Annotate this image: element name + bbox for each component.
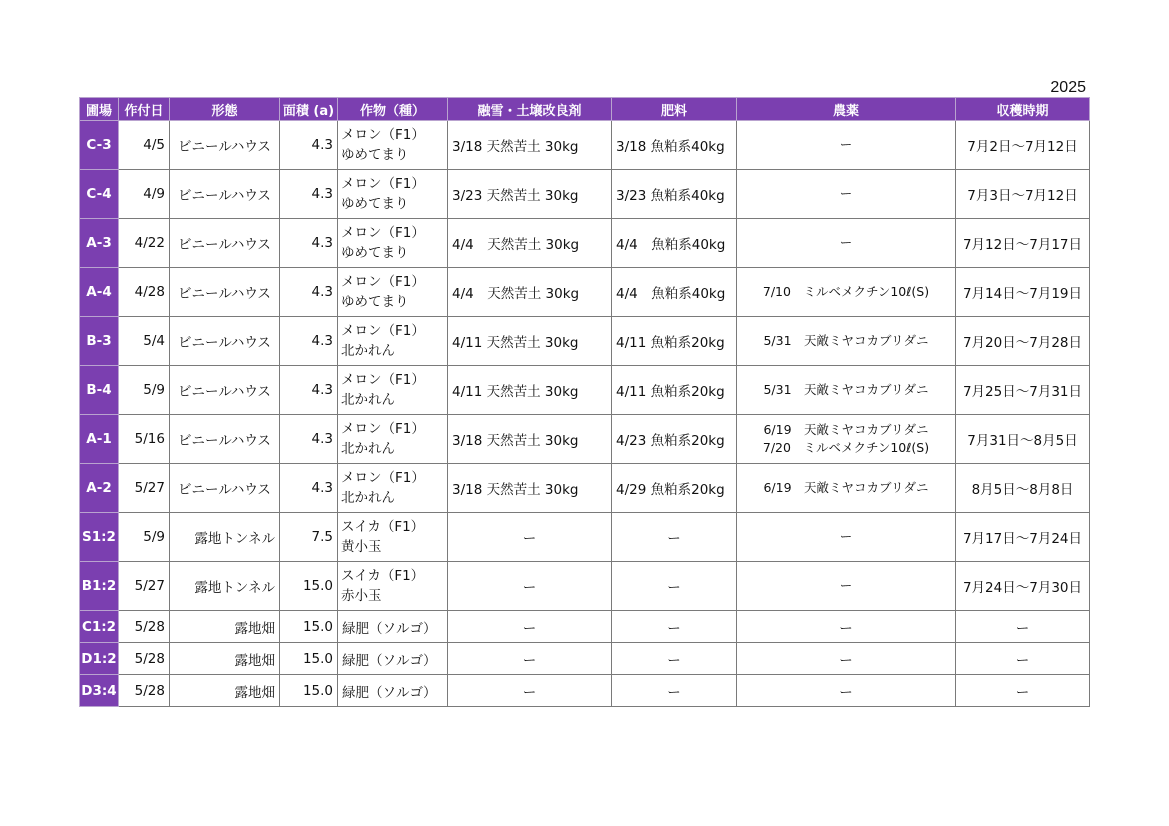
form-cell: ビニールハウス bbox=[170, 219, 280, 268]
table-row bbox=[80, 170, 1090, 219]
table-row bbox=[80, 562, 1090, 611]
area-cell: 4.3 bbox=[280, 121, 338, 170]
form-cell: 露地畑 bbox=[170, 611, 280, 643]
soil-cell: ー bbox=[448, 611, 612, 643]
header-row bbox=[80, 98, 1090, 121]
pesticide-cell-line1: ー bbox=[839, 235, 853, 250]
plot-cell: A-2 bbox=[80, 464, 119, 513]
fertilizer-cell: 4/11 魚粕系20kg bbox=[612, 366, 737, 415]
date-cell: 5/28 bbox=[119, 675, 170, 707]
pesticide-cell-line1: ー bbox=[839, 578, 853, 593]
table-row bbox=[80, 415, 1090, 464]
crop-cell bbox=[338, 219, 448, 268]
fertilizer-cell: ー bbox=[612, 643, 737, 675]
header-pesticide: 農薬 bbox=[737, 98, 956, 121]
soil-cell: 3/18 天然苦土 30kg bbox=[448, 464, 612, 513]
area-cell: 4.3 bbox=[280, 464, 338, 513]
form-cell: ビニールハウス bbox=[170, 366, 280, 415]
crop-cell-line1: メロン（F1） bbox=[341, 176, 425, 192]
date-cell: 5/9 bbox=[119, 366, 170, 415]
form-cell: ビニールハウス bbox=[170, 317, 280, 366]
pesticide-cell-line1: 6/19 天敵ミヤコカブリダニ bbox=[763, 480, 929, 495]
fertilizer-cell: ー bbox=[612, 562, 737, 611]
pesticide-cell bbox=[737, 219, 956, 268]
date-cell: 5/4 bbox=[119, 317, 170, 366]
fertilizer-cell: 3/18 魚粕系40kg bbox=[612, 121, 737, 170]
harvest-cell: 7月31日〜8月5日 bbox=[956, 415, 1090, 464]
table-body bbox=[80, 121, 1090, 707]
date-cell: 5/28 bbox=[119, 643, 170, 675]
form-cell: 露地畑 bbox=[170, 675, 280, 707]
crop-cell-line1: メロン（F1） bbox=[341, 225, 425, 241]
crop-cell-line1: メロン（F1） bbox=[341, 274, 425, 290]
fertilizer-cell: ー bbox=[612, 611, 737, 643]
harvest-cell: 7月24日〜7月30日 bbox=[956, 562, 1090, 611]
harvest-cell: ー bbox=[956, 611, 1090, 643]
harvest-cell: 7月12日〜7月17日 bbox=[956, 219, 1090, 268]
fertilizer-cell: 4/11 魚粕系20kg bbox=[612, 317, 737, 366]
header-area: 面積 (a) bbox=[280, 98, 338, 121]
fertilizer-cell: 4/4 魚粕系40kg bbox=[612, 268, 737, 317]
pesticide-cell-line1: 7/10 ミルベメクチン10ℓ(S) bbox=[762, 284, 930, 299]
crop-cell-line1: メロン（F1） bbox=[341, 127, 425, 143]
header-planting-date: 作付日 bbox=[119, 98, 170, 121]
harvest-cell: 7月20日〜7月28日 bbox=[956, 317, 1090, 366]
pesticide-cell-line1: ー bbox=[839, 529, 853, 544]
crop-cell-line2: 北かれん bbox=[341, 343, 395, 359]
fertilizer-cell: 4/29 魚粕系20kg bbox=[612, 464, 737, 513]
crop-cell bbox=[338, 415, 448, 464]
plot-cell: D1:2 bbox=[80, 643, 119, 675]
table-row bbox=[80, 464, 1090, 513]
form-cell: ビニールハウス bbox=[170, 268, 280, 317]
pesticide-cell bbox=[737, 513, 956, 562]
area-cell: 15.0 bbox=[280, 611, 338, 643]
crop-cell bbox=[338, 464, 448, 513]
plot-cell: A-3 bbox=[80, 219, 119, 268]
pesticide-cell bbox=[737, 464, 956, 513]
form-cell: 露地トンネル bbox=[170, 513, 280, 562]
area-cell: 4.3 bbox=[280, 317, 338, 366]
pesticide-cell-line1: 6/19 天敵ミヤコカブリダニ bbox=[763, 422, 929, 437]
table-row bbox=[80, 366, 1090, 415]
header-fertilizer: 肥料 bbox=[612, 98, 737, 121]
header-plot: 圃場 bbox=[80, 98, 119, 121]
pesticide-cell: ー bbox=[737, 675, 956, 707]
header-form: 形態 bbox=[170, 98, 280, 121]
plot-cell: C-4 bbox=[80, 170, 119, 219]
fertilizer-cell: 3/23 魚粕系40kg bbox=[612, 170, 737, 219]
plot-cell: D3:4 bbox=[80, 675, 119, 707]
crop-cell: 緑肥（ソルゴ） bbox=[338, 643, 448, 675]
harvest-cell: 7月25日〜7月31日 bbox=[956, 366, 1090, 415]
fertilizer-cell: 4/4 魚粕系40kg bbox=[612, 219, 737, 268]
header-harvest: 収穫時期 bbox=[956, 98, 1090, 121]
area-cell: 15.0 bbox=[280, 675, 338, 707]
crop-cell-line1: メロン（F1） bbox=[341, 421, 425, 437]
date-cell: 4/22 bbox=[119, 219, 170, 268]
pesticide-cell bbox=[737, 268, 956, 317]
harvest-cell: 7月17日〜7月24日 bbox=[956, 513, 1090, 562]
harvest-cell: 7月2日〜7月12日 bbox=[956, 121, 1090, 170]
crop-cell-line2: ゆめてまり bbox=[341, 245, 409, 261]
crop-cell-line2: ゆめてまり bbox=[341, 294, 409, 310]
plot-cell: B-4 bbox=[80, 366, 119, 415]
date-cell: 5/28 bbox=[119, 611, 170, 643]
table-row bbox=[80, 121, 1090, 170]
area-cell: 15.0 bbox=[280, 643, 338, 675]
pesticide-cell bbox=[737, 562, 956, 611]
pesticide-cell-line1: 5/31 天敵ミヤコカブリダニ bbox=[763, 333, 929, 348]
soil-cell: 4/11 天然苦土 30kg bbox=[448, 366, 612, 415]
pesticide-cell bbox=[737, 121, 956, 170]
harvest-cell: 7月3日〜7月12日 bbox=[956, 170, 1090, 219]
crop-cell: 緑肥（ソルゴ） bbox=[338, 611, 448, 643]
crop-cell bbox=[338, 513, 448, 562]
area-cell: 4.3 bbox=[280, 268, 338, 317]
crop-cell-line2: 赤小玉 bbox=[341, 588, 382, 604]
pesticide-cell-line1: ー bbox=[839, 137, 853, 152]
soil-cell: 3/18 天然苦土 30kg bbox=[448, 121, 612, 170]
table-row bbox=[80, 268, 1090, 317]
form-cell: ビニールハウス bbox=[170, 121, 280, 170]
soil-cell: ー bbox=[448, 562, 612, 611]
area-cell: 15.0 bbox=[280, 562, 338, 611]
area-cell: 4.3 bbox=[280, 170, 338, 219]
form-cell: ビニールハウス bbox=[170, 170, 280, 219]
plot-cell: A-4 bbox=[80, 268, 119, 317]
table-row bbox=[80, 317, 1090, 366]
pesticide-cell bbox=[737, 366, 956, 415]
date-cell: 4/9 bbox=[119, 170, 170, 219]
date-cell: 5/9 bbox=[119, 513, 170, 562]
date-cell: 5/27 bbox=[119, 562, 170, 611]
soil-cell: 4/4 天然苦土 30kg bbox=[448, 268, 612, 317]
fertilizer-cell: ー bbox=[612, 513, 737, 562]
date-cell: 5/16 bbox=[119, 415, 170, 464]
pesticide-cell-line1: 5/31 天敵ミヤコカブリダニ bbox=[763, 382, 929, 397]
pesticide-cell bbox=[737, 170, 956, 219]
year-label: 2025 bbox=[1050, 79, 1086, 96]
header-soil-amendment: 融雪・土壌改良剤 bbox=[448, 98, 612, 121]
cultivation-table bbox=[79, 97, 1090, 707]
area-cell: 4.3 bbox=[280, 366, 338, 415]
plot-cell: B1:2 bbox=[80, 562, 119, 611]
form-cell: 露地トンネル bbox=[170, 562, 280, 611]
form-cell: 露地畑 bbox=[170, 643, 280, 675]
soil-cell: 4/4 天然苦土 30kg bbox=[448, 219, 612, 268]
table-row bbox=[80, 675, 1090, 707]
pesticide-cell bbox=[737, 415, 956, 464]
crop-cell-line2: 黄小玉 bbox=[341, 539, 382, 555]
crop-cell bbox=[338, 317, 448, 366]
area-cell: 7.5 bbox=[280, 513, 338, 562]
crop-cell-line2: 北かれん bbox=[341, 490, 395, 506]
pesticide-cell: ー bbox=[737, 643, 956, 675]
crop-cell-line1: スイカ（F1） bbox=[341, 568, 425, 584]
crop-cell: 緑肥（ソルゴ） bbox=[338, 675, 448, 707]
pesticide-cell: ー bbox=[737, 611, 956, 643]
pesticide-cell bbox=[737, 317, 956, 366]
crop-cell-line1: スイカ（F1） bbox=[341, 519, 425, 535]
harvest-cell: 7月14日〜7月19日 bbox=[956, 268, 1090, 317]
soil-cell: ー bbox=[448, 513, 612, 562]
crop-cell bbox=[338, 121, 448, 170]
table-row bbox=[80, 643, 1090, 675]
area-cell: 4.3 bbox=[280, 415, 338, 464]
form-cell: ビニールハウス bbox=[170, 415, 280, 464]
crop-cell-line1: メロン（F1） bbox=[341, 323, 425, 339]
pesticide-cell-line1: ー bbox=[839, 186, 853, 201]
crop-cell-line2: ゆめてまり bbox=[341, 196, 409, 212]
table-row bbox=[80, 513, 1090, 562]
crop-cell bbox=[338, 268, 448, 317]
harvest-cell: 8月5日〜8月8日 bbox=[956, 464, 1090, 513]
plot-cell: C1:2 bbox=[80, 611, 119, 643]
area-cell: 4.3 bbox=[280, 219, 338, 268]
harvest-cell: ー bbox=[956, 643, 1090, 675]
form-cell: ビニールハウス bbox=[170, 464, 280, 513]
date-cell: 4/28 bbox=[119, 268, 170, 317]
date-cell: 5/27 bbox=[119, 464, 170, 513]
crop-cell-line2: 北かれん bbox=[341, 392, 395, 408]
crop-cell bbox=[338, 170, 448, 219]
crop-cell bbox=[338, 562, 448, 611]
plot-cell: A-1 bbox=[80, 415, 119, 464]
crop-cell-line1: メロン（F1） bbox=[341, 470, 425, 486]
crop-cell-line1: メロン（F1） bbox=[341, 372, 425, 388]
pesticide-cell-line2: 7/20 ミルベメクチン10ℓ(S) bbox=[762, 440, 930, 455]
crop-cell-line2: 北かれん bbox=[341, 441, 395, 457]
table-row bbox=[80, 611, 1090, 643]
header-crop: 作物（種） bbox=[338, 98, 448, 121]
date-cell: 4/5 bbox=[119, 121, 170, 170]
fertilizer-cell: 4/23 魚粕系20kg bbox=[612, 415, 737, 464]
soil-cell: 3/23 天然苦土 30kg bbox=[448, 170, 612, 219]
plot-cell: S1:2 bbox=[80, 513, 119, 562]
soil-cell: 3/18 天然苦土 30kg bbox=[448, 415, 612, 464]
soil-cell: ー bbox=[448, 675, 612, 707]
soil-cell: ー bbox=[448, 643, 612, 675]
plot-cell: B-3 bbox=[80, 317, 119, 366]
harvest-cell: ー bbox=[956, 675, 1090, 707]
crop-cell bbox=[338, 366, 448, 415]
table-row bbox=[80, 219, 1090, 268]
soil-cell: 4/11 天然苦土 30kg bbox=[448, 317, 612, 366]
crop-cell-line2: ゆめてまり bbox=[341, 147, 409, 163]
plot-cell: C-3 bbox=[80, 121, 119, 170]
fertilizer-cell: ー bbox=[612, 675, 737, 707]
